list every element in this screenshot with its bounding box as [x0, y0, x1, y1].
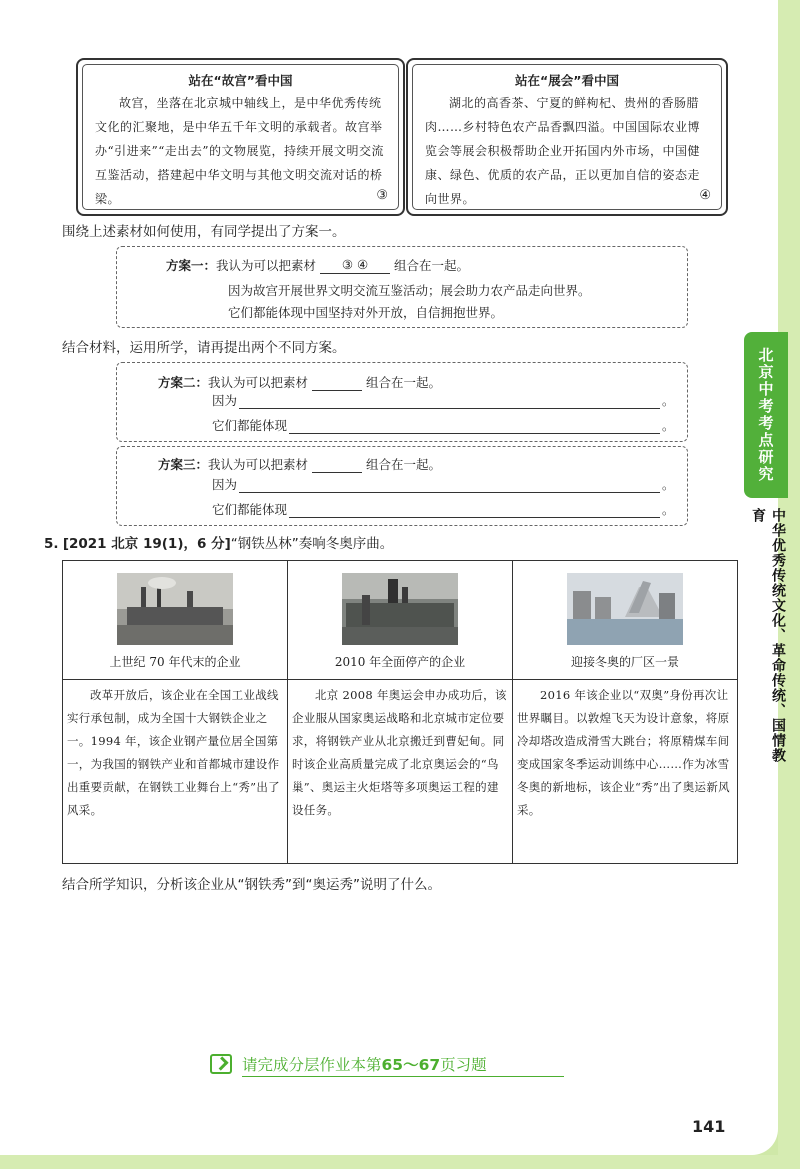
because-label: 因为: [212, 393, 238, 408]
enterprise-description: 北京 2008 年奥运会申办成功后，该企业服从国家奥运战略和北京城市定位要求，将钢铁产业从北京搬迁到曹妃甸。同时该企业高质量完成了北京奥运会的“鸟巢”、奥运主火炬塔等多项奥运工程的建设任务。: [292, 688, 507, 817]
plan-three-because-blank[interactable]: [239, 478, 660, 493]
factory-photo-1970s: [117, 573, 233, 645]
card-body: 故宫，坐落在北京城中轴线上，是中华优秀传统文化的汇聚地，是中华五千年文明的承载者。故宫举办“引进来”“走出去”的文物展览，持续开展文明交流互鉴活动，搭建起中华文明与其他文明交流对话的桥梁。: [95, 96, 385, 206]
card-number: ④: [699, 188, 711, 203]
plan-three-reflect-blank[interactable]: [289, 503, 660, 518]
plan-one-text-post: 组合在一起。: [394, 258, 470, 273]
green-bottom-strip: [0, 1155, 800, 1169]
plan-one-fill: ③ ④: [320, 257, 390, 274]
question-5-heading: [44, 532, 393, 552]
enterprise-table: [62, 560, 738, 864]
plan-three-text: 我认为可以把素材: [208, 457, 309, 472]
analysis-question: 结合所学知识，分析该企业从“钢铁秀”到“奥运秀”说明了什么。: [62, 877, 441, 893]
description-cell-1: [63, 680, 288, 864]
intro-plan-one: 围绕上述素材如何使用，有同学提出了方案一。: [62, 224, 346, 240]
plan-three-because-row: [212, 475, 674, 493]
plan-two-because-row: [212, 391, 674, 409]
plan-three-line1: [158, 455, 441, 473]
homework-banner: [210, 1053, 487, 1075]
plan-one-text: 我认为可以把素材: [216, 258, 317, 273]
plan-two-line1: [158, 373, 441, 391]
side-tab-topic: 中华优秀传统文化、革命传统、国情教育: [750, 508, 786, 763]
side-tab-chapter[interactable]: 北京中考考点研究: [744, 332, 788, 498]
homework-underline: [242, 1076, 564, 1077]
checkbox-icon: [210, 1054, 232, 1074]
plan-two-label: 方案二：: [158, 375, 209, 390]
plan-two-reflect-row: [212, 416, 674, 434]
plan-one-line1: [166, 256, 469, 274]
plan-two-text-post: 组合在一起。: [366, 375, 442, 390]
plan-two-reflect-blank[interactable]: [289, 419, 660, 434]
card-title: 站在“故宫”看中国: [188, 73, 293, 88]
plan-three-label: 方案三：: [158, 457, 209, 472]
material-card-4: [406, 58, 728, 216]
end-dot: 。: [661, 394, 674, 408]
plan-two-because-blank[interactable]: [239, 394, 660, 409]
homework-suffix: 页习题: [440, 1056, 487, 1074]
because-label: 因为: [212, 477, 238, 492]
plan-two-text: 我认为可以把素材: [208, 375, 309, 390]
plan-three-reflect-row: [212, 500, 674, 518]
page-number: 141: [692, 1117, 726, 1136]
end-dot: 。: [661, 503, 674, 517]
plan-one-line2: 因为故宫开展世界文明交流互鉴活动；展会助力农产品走向世界。: [228, 283, 591, 298]
plan-three-material-blank[interactable]: [312, 456, 362, 473]
question-number: 5.: [44, 536, 59, 552]
card-body: 湖北的高香茶、宁夏的鲜枸杞、贵州的香肠腊肉……乡村特色农产品香飘四溢。中国国际农业博览会等展会积极帮助企业开拓国内外市场，中国健康、绿色、优质的农产品，正以更加自信的姿态走向世界。: [425, 96, 701, 206]
photo-caption: 上世纪 70 年代末的企业: [109, 655, 241, 669]
reflect-label: 它们都能体现: [212, 418, 288, 433]
intro-plans-two-three: 结合材料，运用所学，请再提出两个不同方案。: [62, 340, 346, 356]
plan-three-text-post: 组合在一起。: [366, 457, 442, 472]
end-dot: 。: [661, 478, 674, 492]
photo-cell-2010: [288, 561, 513, 680]
plan-two-material-blank[interactable]: [312, 374, 362, 391]
photo-caption: 迎接冬奥的厂区一景: [570, 655, 679, 669]
reflect-label: 它们都能体现: [212, 502, 288, 517]
plan-one-label: 方案一：: [166, 258, 217, 273]
card-title: 站在“展会”看中国: [515, 73, 619, 88]
question-source: [2021 北京 19(1)，6 分]: [62, 536, 231, 552]
description-cell-2: [288, 680, 513, 864]
enterprise-description: 改革开放后，该企业在全国工业战线实行承包制，成为全国十大钢铁企业之一。1994 年，该企业钢产量位居全国第一，为我国的钢铁产业和首都城市建设作出重要贡献，在钢铁工业舞台上“秀”出了风采。: [67, 688, 280, 817]
homework-pages: 65～67: [381, 1056, 441, 1074]
factory-photo-olympics: [567, 573, 683, 645]
end-dot: 。: [661, 419, 674, 433]
factory-photo-2010: [342, 573, 458, 645]
homework-prefix: 请完成分层作业本第: [242, 1056, 382, 1074]
photo-cell-winter-olympics: [513, 561, 738, 680]
plan-one-line3: 它们都能体现中国坚持对外开放，自信拥抱世界。: [228, 305, 504, 320]
enterprise-description: 2016 年该企业以“双奥”身份再次让世界瞩目。以敦煌飞天为设计意象，将原冷却塔改造成滑雪大跳台；将原精煤车间变成国家冬季运动训练中心……作为冰雪冬奥的新地标，该企业“秀”出了奥运新风采。: [517, 688, 730, 817]
card-number: ③: [376, 188, 388, 203]
photo-caption: 2010 年全面停产的企业: [334, 655, 466, 669]
material-card-3: [76, 58, 405, 216]
question-title: “钢铁丛林”奏响冬奥序曲。: [230, 536, 394, 552]
description-cell-3: [513, 680, 738, 864]
photo-cell-1970s: [63, 561, 288, 680]
